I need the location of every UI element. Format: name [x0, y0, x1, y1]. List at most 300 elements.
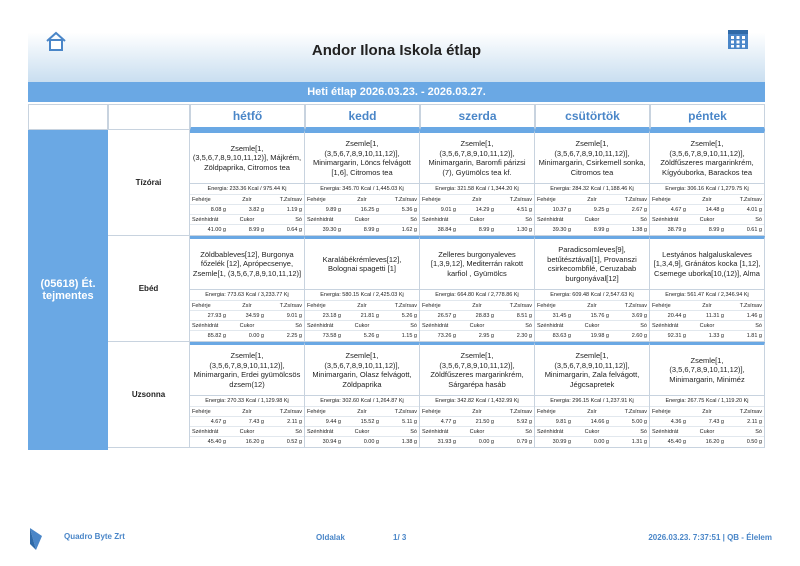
salt-label: Só	[640, 429, 647, 435]
energy-value: Energia: 270.33 Kcal / 1,129.98 Kj	[190, 395, 304, 406]
sugar-label: Cukor	[699, 429, 715, 435]
salt-label: Só	[640, 323, 647, 329]
menu-text: Paradicsomleves[9], betűtésztával[1], Provanszi csirkecombfilé, Ceruzabab burgonyával[12]	[547, 245, 637, 283]
nutrient-values-row	[650, 416, 764, 426]
protein-label: Fehérje	[422, 409, 441, 415]
fat-label: Zsír	[472, 197, 482, 203]
energy-value: Energia: 306.16 Kcal / 1,279.75 Kj	[650, 183, 764, 194]
nutrient-labels-row	[305, 194, 419, 204]
nutrient-labels-row	[650, 194, 764, 204]
saturated-fat-value: 4.51 g	[516, 207, 532, 213]
protein-label: Fehérje	[307, 303, 326, 309]
protein-value: 9.81 g	[555, 419, 571, 425]
protein-label: Fehérje	[652, 409, 671, 415]
nutrient-labels-row	[535, 426, 649, 436]
sugar-value: 8.99 g	[593, 227, 609, 233]
sugar-value: 8.99 g	[363, 227, 379, 233]
carbohydrate-value: 39.30 g	[322, 227, 341, 233]
menu-text: Karalábékrémleves[12], Bolognai spagetti [1]	[322, 254, 402, 273]
fat-value: 3.82 g	[248, 207, 264, 213]
saturated-fat-value: 2.67 g	[631, 207, 647, 213]
nutrient-labels-row	[535, 300, 649, 310]
day-header: szerda	[420, 104, 535, 130]
menu-text: Zsemle[1, (3,5,6,7,8,9,10,11,12)], Zöldfűszeres margarinkrém, Sárgarépa hasáb	[430, 351, 524, 389]
menu-text: Zsemle[1, (3,5,6,7,8,9,10,11,12)], Minimargarin, Csirkemell sonka, Citromos tea	[538, 139, 646, 177]
saturated-fat-label: T.Zsírsav	[624, 303, 647, 309]
salt-value: 0.79 g	[516, 439, 532, 445]
fat-label: Zsír	[702, 303, 712, 309]
sugar-label: Cukor	[239, 429, 255, 435]
carbohydrate-label: Szénhidrát	[307, 323, 334, 329]
nutrient-values-row	[420, 436, 534, 446]
protein-value: 20.44 g	[667, 313, 686, 319]
fat-label: Zsír	[587, 409, 597, 415]
nutrient-values-row	[305, 416, 419, 426]
menu-text: Zsemle[1, (3,5,6,7,8,9,10,11,12)], Minimargarin, Zala felvágott, Jégcsapretek	[544, 351, 640, 389]
protein-label: Fehérje	[192, 409, 211, 415]
nutrient-values-row	[420, 204, 534, 214]
nutrient-labels-row	[420, 194, 534, 204]
header	[28, 20, 765, 82]
menu-cell	[535, 130, 650, 236]
nutrient-labels-row	[650, 406, 764, 416]
carbohydrate-value: 31.93 g	[437, 439, 456, 445]
nutrient-labels-row	[535, 406, 649, 416]
sugar-label: Cukor	[699, 323, 715, 329]
fat-value: 21.50 g	[475, 419, 494, 425]
carbohydrate-label: Szénhidrát	[652, 217, 679, 223]
saturated-fat-label: T.Zsírsav	[739, 197, 762, 203]
sugar-value: 19.98 g	[590, 333, 609, 339]
fat-value: 14.66 g	[590, 419, 609, 425]
menu-cell	[650, 342, 765, 448]
sugar-label: Cukor	[584, 217, 600, 223]
sugar-value: 0.00 g	[593, 439, 609, 445]
nutrient-labels-row	[305, 426, 419, 436]
saturated-fat-label: T.Zsírsav	[394, 197, 417, 203]
nutrient-values-row	[190, 310, 304, 320]
salt-value: 2.30 g	[516, 333, 532, 339]
saturated-fat-value: 5.36 g	[401, 207, 417, 213]
salt-label: Só	[755, 323, 762, 329]
menu-cell	[190, 236, 305, 342]
menu-text: Zsemle[1, (3,5,6,7,8,9,10,11,12)], Minimargarin, Miniméz	[669, 355, 745, 384]
nutrient-labels-row	[650, 214, 764, 224]
nutrient-values-row	[305, 204, 419, 214]
sugar-value: 5.26 g	[363, 333, 379, 339]
nutrient-labels-row	[420, 406, 534, 416]
fat-label: Zsír	[587, 303, 597, 309]
carbohydrate-value: 39.30 g	[552, 227, 571, 233]
fat-label: Zsír	[702, 197, 712, 203]
nutrient-values-row	[190, 330, 304, 340]
protein-label: Fehérje	[537, 303, 556, 309]
carbohydrate-label: Szénhidrát	[537, 217, 564, 223]
carbohydrate-value: 41.00 g	[207, 227, 226, 233]
carbohydrate-label: Szénhidrát	[652, 323, 679, 329]
saturated-fat-value: 9.01 g	[286, 313, 302, 319]
menu-cell	[650, 130, 765, 236]
carbohydrate-value: 38.84 g	[437, 227, 456, 233]
fat-label: Zsír	[702, 409, 712, 415]
fat-label: Zsír	[357, 197, 367, 203]
saturated-fat-value: 8.51 g	[516, 313, 532, 319]
nutrient-values-row	[190, 416, 304, 426]
energy-value: Energia: 609.48 Kcal / 2,547.63 Kj	[535, 289, 649, 300]
corner-cell	[28, 104, 108, 130]
fat-value: 9.25 g	[593, 207, 609, 213]
energy-value: Energia: 342.82 Kcal / 1,432.99 Kj	[420, 395, 534, 406]
protein-value: 9.01 g	[440, 207, 456, 213]
saturated-fat-label: T.Zsírsav	[509, 197, 532, 203]
carbohydrate-label: Szénhidrát	[537, 429, 564, 435]
carbohydrate-value: 73.58 g	[322, 333, 341, 339]
saturated-fat-label: T.Zsírsav	[394, 303, 417, 309]
protein-value: 9.89 g	[325, 207, 341, 213]
carbohydrate-label: Szénhidrát	[422, 429, 449, 435]
corner-cell	[108, 104, 190, 130]
sugar-value: 2.95 g	[478, 333, 494, 339]
menu-text: Zsemle[1, (3,5,6,7,8,9,10,11,12)], Minimargarin, Olasz felvágott, Zöldpaprika	[312, 351, 412, 389]
saturated-fat-label: T.Zsírsav	[739, 409, 762, 415]
saturated-fat-label: T.Zsírsav	[624, 409, 647, 415]
saturated-fat-label: T.Zsírsav	[624, 197, 647, 203]
carbohydrate-label: Szénhidrát	[192, 217, 219, 223]
sugar-value: 8.99 g	[478, 227, 494, 233]
menu-text: Zöldbableves[12], Burgonya főzelék [12], Aprópecsenye, Zsemle[1, (3,5,6,7,8,9,10,11,12)]	[192, 249, 302, 278]
carbohydrate-label: Szénhidrát	[307, 217, 334, 223]
saturated-fat-value: 5.00 g	[631, 419, 647, 425]
meal-label: Uzsonna	[108, 342, 190, 448]
energy-value: Energia: 664.80 Kcal / 2,778.86 Kj	[420, 289, 534, 300]
carbohydrate-value: 85.82 g	[207, 333, 226, 339]
salt-label: Só	[295, 429, 302, 435]
saturated-fat-value: 1.19 g	[286, 207, 302, 213]
salt-label: Só	[640, 217, 647, 223]
carbohydrate-label: Szénhidrát	[537, 323, 564, 329]
nutrient-labels-row	[190, 320, 304, 330]
diet-label: (05618) Ét. tejmentes	[28, 130, 108, 450]
saturated-fat-value: 5.11 g	[402, 419, 417, 425]
saturated-fat-label: T.Zsírsav	[394, 409, 417, 415]
protein-value: 4.36 g	[670, 419, 686, 425]
nutrient-values-row	[650, 310, 764, 320]
saturated-fat-value: 2.11 g	[287, 419, 302, 425]
salt-value: 0.64 g	[286, 227, 302, 233]
protein-label: Fehérje	[422, 303, 441, 309]
day-header: csütörtök	[535, 104, 650, 130]
nutrient-labels-row	[420, 214, 534, 224]
salt-label: Só	[755, 429, 762, 435]
protein-label: Fehérje	[307, 197, 326, 203]
nutrient-values-row	[305, 224, 419, 234]
fat-label: Zsír	[357, 409, 367, 415]
carbohydrate-label: Szénhidrát	[652, 429, 679, 435]
energy-value: Energia: 284.32 Kcal / 1,188.46 Kj	[535, 183, 649, 194]
protein-value: 4.77 g	[440, 419, 456, 425]
nutrient-values-row	[535, 416, 649, 426]
salt-label: Só	[525, 429, 532, 435]
nutrient-labels-row	[650, 426, 764, 436]
protein-label: Fehérje	[537, 409, 556, 415]
fat-label: Zsír	[242, 409, 252, 415]
fat-value: 15.52 g	[360, 419, 379, 425]
saturated-fat-label: T.Zsírsav	[279, 409, 302, 415]
salt-value: 2.60 g	[631, 333, 647, 339]
nutrient-labels-row	[650, 320, 764, 330]
carbohydrate-label: Szénhidrát	[422, 323, 449, 329]
menu-text: Zelleres burgonyaleves [1,3,9,12], Mediterrán rakott karfiol , Gyümölcs	[430, 249, 524, 278]
fat-label: Zsír	[242, 303, 252, 309]
saturated-fat-label: T.Zsírsav	[509, 303, 532, 309]
sugar-value: 0.00 g	[363, 439, 379, 445]
fat-value: 21.81 g	[360, 313, 379, 319]
saturated-fat-label: T.Zsírsav	[279, 303, 302, 309]
protein-label: Fehérje	[652, 303, 671, 309]
nutrient-labels-row	[190, 194, 304, 204]
nutrient-values-row	[535, 436, 649, 446]
protein-label: Fehérje	[652, 197, 671, 203]
carbohydrate-value: 83.63 g	[552, 333, 571, 339]
day-header-row	[28, 104, 765, 130]
nutrient-values-row	[535, 224, 649, 234]
nutrient-values-row	[190, 224, 304, 234]
energy-value: Energia: 233.36 Kcal / 975.44 Kj	[190, 183, 304, 194]
sugar-label: Cukor	[239, 323, 255, 329]
saturated-fat-label: T.Zsírsav	[509, 409, 532, 415]
salt-label: Só	[755, 217, 762, 223]
nutrient-labels-row	[420, 320, 534, 330]
salt-value: 0.61 g	[746, 227, 762, 233]
nutrient-labels-row	[305, 214, 419, 224]
carbohydrate-label: Szénhidrát	[192, 323, 219, 329]
page-number: 1/ 3	[393, 533, 407, 542]
sugar-label: Cukor	[469, 217, 485, 223]
salt-value: 1.81 g	[746, 333, 762, 339]
protein-value: 9.44 g	[325, 419, 341, 425]
meal-label: Tízórai	[108, 130, 190, 236]
salt-label: Só	[410, 217, 417, 223]
page-title: Andor Ilona Iskola étlap	[311, 42, 482, 59]
nutrient-labels-row	[305, 320, 419, 330]
sugar-value: 16.20 g	[705, 439, 724, 445]
sugar-value: 8.99 g	[248, 227, 264, 233]
print-timestamp: 2026.03.23. 7:37:51 | QB - Élelem	[648, 533, 772, 542]
sugar-label: Cukor	[239, 217, 255, 223]
carbohydrate-value: 45.40 g	[207, 439, 226, 445]
carbohydrate-label: Szénhidrát	[422, 217, 449, 223]
menu-cell	[190, 130, 305, 236]
sugar-value: 8.99 g	[708, 227, 724, 233]
meal-label: Ebéd	[108, 236, 190, 342]
carbohydrate-value: 73.26 g	[437, 333, 456, 339]
protein-value: 26.57 g	[437, 313, 456, 319]
protein-value: 4.67 g	[670, 207, 686, 213]
salt-value: 0.50 g	[746, 439, 762, 445]
day-header: kedd	[305, 104, 420, 130]
salt-label: Só	[525, 323, 532, 329]
salt-value: 1.30 g	[516, 227, 532, 233]
energy-value: Energia: 561.47 Kcal / 2,346.94 Kj	[650, 289, 764, 300]
saturated-fat-value: 5.92 g	[516, 419, 532, 425]
nutrient-values-row	[305, 330, 419, 340]
protein-value: 23.18 g	[322, 313, 341, 319]
menu-cell	[305, 130, 420, 236]
nutrient-labels-row	[305, 406, 419, 416]
sugar-label: Cukor	[699, 217, 715, 223]
menu-cell	[305, 236, 420, 342]
protein-value: 27.93 g	[207, 313, 226, 319]
menu-cell	[305, 342, 420, 448]
menu-cell	[190, 342, 305, 448]
fat-label: Zsír	[587, 197, 597, 203]
nutrient-labels-row	[190, 214, 304, 224]
nutrient-values-row	[650, 330, 764, 340]
menu-text: Zsemle[1, (3,5,6,7,8,9,10,11,12)], Minimargarin, Baromfi párizsi (7), Gyümölcs tea kf.	[428, 139, 526, 177]
menu-text: Zsemle[1, (3,5,6,7,8,9,10,11,12)], Zöldfűszeres margarinkrém, Kígyóuborka, Barackos tea	[660, 139, 754, 177]
sugar-label: Cukor	[354, 429, 370, 435]
fat-value: 7.43 g	[248, 419, 264, 425]
protein-label: Fehérje	[192, 303, 211, 309]
salt-label: Só	[525, 217, 532, 223]
saturated-fat-value: 4.01 g	[746, 207, 762, 213]
fat-label: Zsír	[472, 303, 482, 309]
day-header: péntek	[650, 104, 765, 130]
salt-label: Só	[295, 217, 302, 223]
nutrient-values-row	[535, 330, 649, 340]
nutrient-values-row	[420, 416, 534, 426]
protein-label: Fehérje	[422, 197, 441, 203]
nutrient-labels-row	[190, 300, 304, 310]
protein-label: Fehérje	[192, 197, 211, 203]
fat-value: 34.59 g	[245, 313, 264, 319]
carbohydrate-value: 92.31 g	[667, 333, 686, 339]
salt-label: Só	[410, 429, 417, 435]
sugar-value: 0.00 g	[248, 333, 264, 339]
nutrient-labels-row	[305, 300, 419, 310]
saturated-fat-label: T.Zsírsav	[279, 197, 302, 203]
menu-text: Lestyános halgaluskaleves [1,3,4,9], Gránátos kocka [1,12], Csemege uborka[10,(12)], Alma	[653, 249, 761, 278]
nutrient-values-row	[535, 204, 649, 214]
saturated-fat-value: 2.11 g	[747, 419, 762, 425]
sugar-value: 16.20 g	[245, 439, 264, 445]
energy-value: Energia: 321.58 Kcal / 1,344.20 Kj	[420, 183, 534, 194]
nutrient-values-row	[650, 436, 764, 446]
protein-value: 10.37 g	[552, 207, 571, 213]
sugar-label: Cukor	[354, 217, 370, 223]
menu-cell	[535, 342, 650, 448]
calendar-icon[interactable]	[727, 28, 749, 50]
menu-text: Zsemle[1, (3,5,6,7,8,9,10,11,12)], Májkrém, Zöldpaprika, Citromos tea	[192, 143, 302, 172]
protein-value: 4.67 g	[210, 419, 226, 425]
fat-value: 14.29 g	[475, 207, 494, 213]
carbohydrate-value: 30.99 g	[552, 439, 571, 445]
nutrient-labels-row	[650, 300, 764, 310]
carbohydrate-value: 45.40 g	[667, 439, 686, 445]
carbohydrate-value: 38.79 g	[667, 227, 686, 233]
energy-value: Energia: 345.70 Kcal / 1,445.03 Kj	[305, 183, 419, 194]
nutrient-labels-row	[420, 426, 534, 436]
footer	[0, 528, 800, 548]
protein-label: Fehérje	[537, 197, 556, 203]
menu-cell	[650, 236, 765, 342]
fat-value: 14.48 g	[705, 207, 724, 213]
sugar-label: Cukor	[584, 323, 600, 329]
nutrient-values-row	[305, 436, 419, 446]
salt-value: 1.38 g	[631, 227, 647, 233]
company-name: Quadro Byte Zrt	[64, 532, 125, 541]
fat-value: 7.43 g	[708, 419, 724, 425]
sugar-label: Cukor	[354, 323, 370, 329]
protein-label: Fehérje	[307, 409, 326, 415]
nutrient-values-row	[535, 310, 649, 320]
nutrient-values-row	[305, 310, 419, 320]
saturated-fat-value: 1.46 g	[746, 313, 762, 319]
menu-cell	[420, 236, 535, 342]
nutrient-labels-row	[190, 426, 304, 436]
week-range-bar: Heti étlap 2026.03.23. - 2026.03.27.	[28, 82, 765, 102]
sugar-label: Cukor	[584, 429, 600, 435]
fat-label: Zsír	[472, 409, 482, 415]
salt-value: 0.52 g	[286, 439, 302, 445]
energy-value: Energia: 580.15 Kcal / 2,425.03 Kj	[305, 289, 419, 300]
nutrient-values-row	[190, 436, 304, 446]
salt-value: 1.38 g	[401, 439, 417, 445]
nutrient-labels-row	[535, 320, 649, 330]
salt-label: Só	[295, 323, 302, 329]
carbohydrate-label: Szénhidrát	[192, 429, 219, 435]
sugar-label: Cukor	[469, 323, 485, 329]
salt-value: 1.62 g	[401, 227, 417, 233]
carbohydrate-label: Szénhidrát	[307, 429, 334, 435]
menu-text: Zsemle[1, (3,5,6,7,8,9,10,11,12)], Minimargarin, Erdei gyümölcsös dzsem(12)	[193, 351, 301, 389]
energy-value: Energia: 296.15 Kcal / 1,237.91 Kj	[535, 395, 649, 406]
saturated-fat-label: T.Zsírsav	[739, 303, 762, 309]
nutrient-values-row	[420, 330, 534, 340]
carbohydrate-value: 30.94 g	[322, 439, 341, 445]
nutrient-values-row	[420, 310, 534, 320]
sugar-label: Cukor	[469, 429, 485, 435]
saturated-fat-value: 5.26 g	[401, 313, 417, 319]
nutrient-values-row	[650, 204, 764, 214]
nutrient-values-row	[420, 224, 534, 234]
fat-label: Zsír	[242, 197, 252, 203]
fat-value: 15.76 g	[590, 313, 609, 319]
nutrient-labels-row	[535, 194, 649, 204]
fat-value: 16.25 g	[360, 207, 379, 213]
nutrient-labels-row	[190, 406, 304, 416]
menu-cell	[420, 130, 535, 236]
protein-value: 8.08 g	[210, 207, 226, 213]
nutrient-values-row	[190, 204, 304, 214]
energy-value: Energia: 773.63 Kcal / 3,233.77 Kj	[190, 289, 304, 300]
salt-value: 2.25 g	[286, 333, 302, 339]
salt-label: Só	[410, 323, 417, 329]
salt-value: 1.15 g	[401, 333, 417, 339]
fat-label: Zsír	[357, 303, 367, 309]
sugar-value: 0.00 g	[478, 439, 494, 445]
energy-value: Energia: 267.75 Kcal / 1,119.20 Kj	[650, 395, 764, 406]
salt-value: 1.31 g	[631, 439, 647, 445]
protein-value: 31.45 g	[552, 313, 571, 319]
energy-value: Energia: 302.60 Kcal / 1,264.87 Kj	[305, 395, 419, 406]
nutrient-values-row	[650, 224, 764, 234]
quadro-byte-logo-icon	[28, 528, 44, 550]
day-header: hétfő	[190, 104, 305, 130]
menu-cell	[535, 236, 650, 342]
menu-cell	[420, 342, 535, 448]
nutrient-labels-row	[420, 300, 534, 310]
